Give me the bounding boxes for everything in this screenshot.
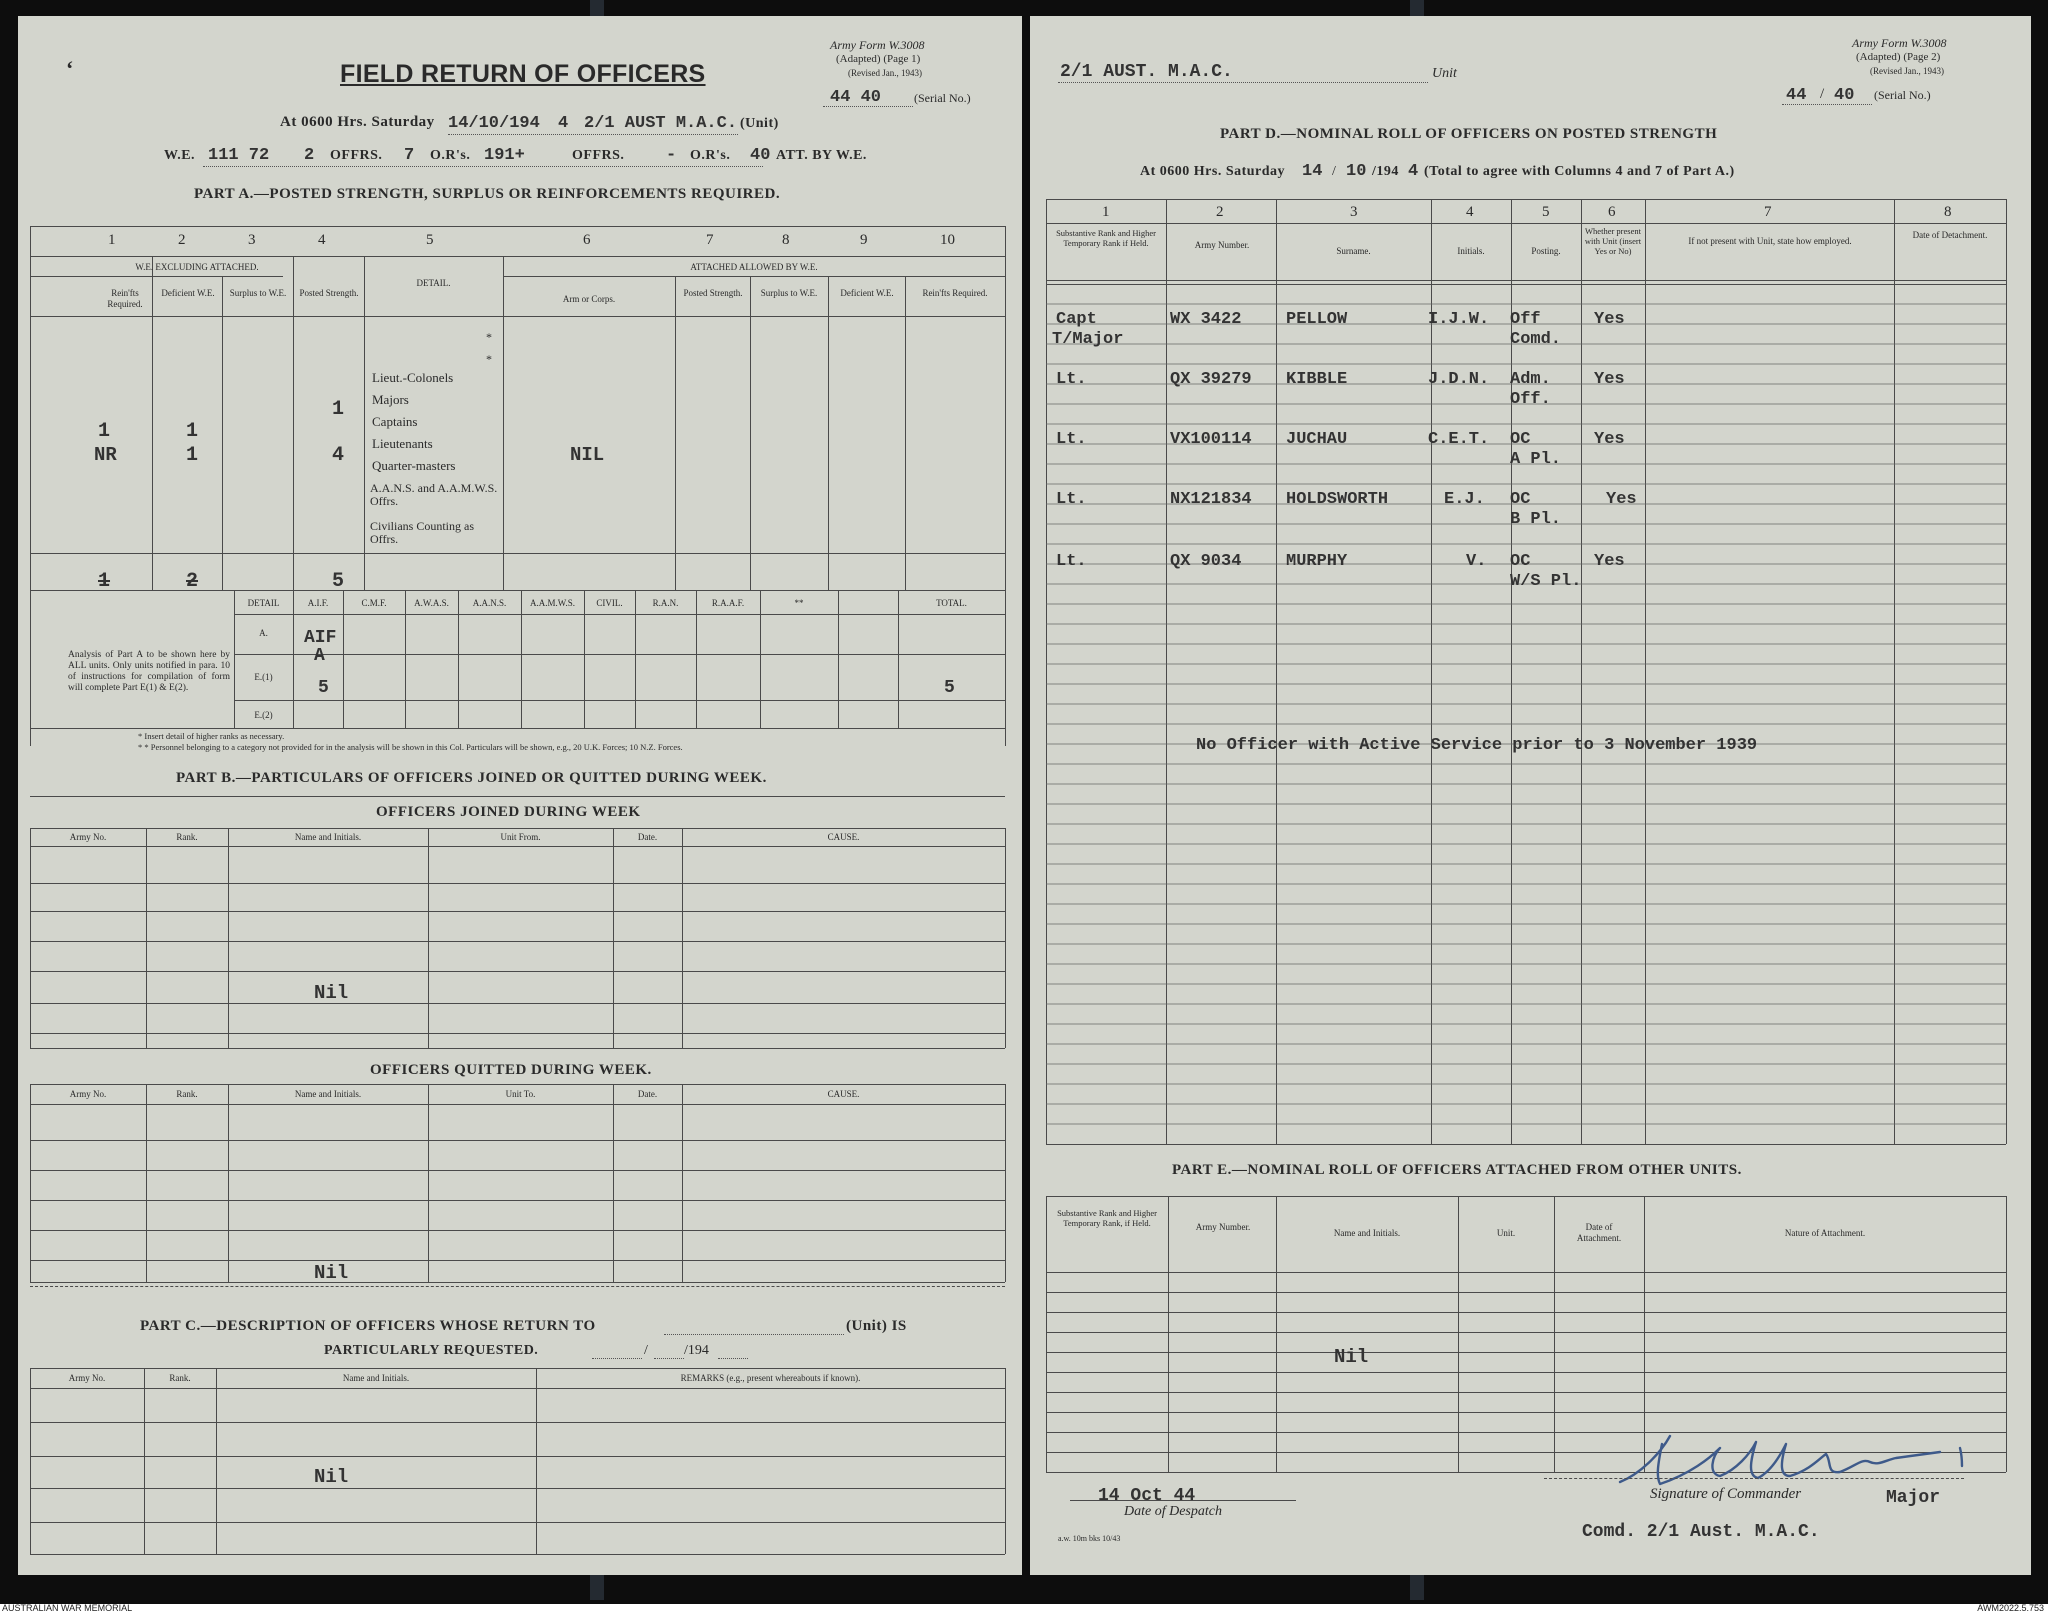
header-posted-strength-att: Posted Strength. [683,288,743,298]
archive-footer [0,1604,2048,1614]
analysis-header-ran: R.A.N. [652,598,679,608]
part-d-col-detachment: Date of Detachment. [1912,230,1988,240]
col-number-1: 1 [108,232,116,248]
quitted-col-army-no: Army No. [69,1089,107,1099]
officer-number: QX 39279 [1170,370,1252,389]
col-number-3: 3 [248,232,256,248]
part-e-col-army-number: Army Number. [1195,1222,1251,1232]
part-c-date-blank-2 [654,1358,684,1359]
officer-initials: V. [1466,552,1487,571]
part-d-col-surname: Surname. [1336,246,1371,256]
rank-majors: Majors [372,392,409,407]
serial-label: (Serial No.) [914,91,971,105]
part-e-col-nature: Nature of Attachment. [1784,1228,1866,1238]
officer-rank-2: T/Major [1052,330,1124,349]
officer-rank: Lt. [1056,552,1087,571]
officer-rank: Lt. [1056,370,1087,389]
part-c-heading-e: /194 [684,1343,709,1358]
officer-initials: J.D.N. [1428,370,1490,389]
part-c-date-blank-1 [592,1358,642,1359]
officer-rank: Lt. [1056,430,1087,449]
part-d-col-number-6: 6 [1608,204,1616,220]
star-mark-2: * [486,352,492,366]
return-year-typed: 4 [558,114,569,133]
part-a-col4-line2: 4 [332,444,345,467]
analysis-a-typed: A [314,646,325,666]
part-d-col-number-2: 2 [1216,204,1224,220]
joined-col-cause: CAUSE. [827,832,860,842]
we-ors2-typed: 191+ [484,146,525,165]
part-d-col-number-5: 5 [1542,204,1550,220]
we-ors-label: O.R's. [430,148,471,163]
part-a-col1-line1: 1 [98,420,111,443]
star-mark-1: * [486,330,492,344]
part-d-at-year: 4 [1408,162,1419,181]
joined-heading: OFFICERS JOINED DURING WEEK [376,804,641,820]
we-offrs-typed: 2 [304,146,315,165]
part-d-col-number-3: 3 [1350,204,1358,220]
part-a-col1-line2: NR [94,444,117,466]
part-a-total-col4: 5 [332,570,345,593]
officer-present: Yes [1594,310,1625,329]
part-d-col-number-4: 4 [1466,204,1474,220]
part-d-note: No Officer with Active Service prior to 3 November 1939 [1196,736,1758,755]
officer-initials: I.J.W. [1428,310,1490,329]
header-arm-corps: Arm or Corps. [562,294,616,304]
we-att-label: ATT. BY W.E. [776,148,867,163]
officer-rank: Lt. [1056,490,1087,509]
col-number-6: 6 [583,232,591,248]
officer-posting: Off [1510,310,1541,329]
part-a-col4-line1: 1 [332,398,345,421]
analysis-header-aans: A.A.N.S. [472,598,507,608]
officer-posting: Adm. [1510,370,1551,389]
joined-col-date: Date. [637,832,658,842]
analysis-aif-typed: AIF [304,628,337,648]
analysis-five-typed: 5 [318,678,329,698]
part-d-col-number-1: 1 [1102,204,1110,220]
punch-mark: ʻ [66,56,74,81]
we-typed: 111 72 [208,146,270,165]
officer-posting-2: A Pl. [1510,450,1562,469]
officer-surname: KIBBLE [1286,370,1348,389]
analysis-row-e1: E.(1) [254,672,273,682]
serial-a-page-2: 44 [1786,86,1807,105]
group-attached: ATTACHED ALLOWED BY W.E. [690,262,818,272]
part-c-col-name: Name and Initials. [342,1373,410,1383]
analysis-header-raaf: R.A.A.F. [711,598,745,608]
print-code: a.w. 10m bks 10/43 [1058,1534,1121,1543]
quitted-nil-typed: Nil [314,1262,349,1284]
part-d-col-rank: Substantive Rank and Higher Temporary Rank if Held. [1056,228,1156,248]
we-label: W.E. [164,148,196,163]
officer-posting-2: W/S Pl. [1510,572,1582,591]
col-number-5: 5 [426,232,434,248]
officer-surname: HOLDSWORTH [1286,490,1389,509]
unit-underline-page-2 [1058,82,1428,83]
serial-label-page-2: (Serial No.) [1874,88,1931,102]
page-title: FIELD RETURN OF OFFICERS [340,60,706,88]
footer-institution: AUSTRALIAN WAR MEMORIAL [2,1603,133,1613]
officer-initials: C.E.T. [1428,430,1490,449]
form-reference: Army Form W.3008 [830,38,925,52]
part-e-nil-typed: Nil [1334,1346,1369,1368]
part-d-heading: PART D.—NOMINAL ROLL OF OFFICERS ON POSTED STRENGTH [1220,126,1718,142]
signature-rule [1544,1478,1964,1479]
quitted-col-date: Date. [637,1089,658,1099]
footer-accession-number: AWM2022.5.753 [1977,1603,2044,1613]
col-number-9: 9 [860,232,868,248]
quitted-heading: OFFICERS QUITTED DURING WEEK. [370,1062,652,1078]
part-d-at-sep2: /194 [1372,164,1399,179]
part-d-at-sep1: / [1332,164,1336,179]
part-e-col-unit: Unit. [1496,1228,1516,1238]
part-a-total-col1: 1 [98,570,111,593]
rank-quartermasters: Quarter-masters [372,458,456,473]
part-d-col-army-number: Army Number. [1194,240,1250,250]
analysis-note: Analysis of Part A to be shown here by ALL units. Only units notified in para. 10 of instructions for compilation of form will complete Part E(1) & E(2). [68,650,230,693]
officer-surname: PELLOW [1286,310,1348,329]
serial-underline-page-2 [1782,104,1872,105]
officer-present: Yes [1594,370,1625,389]
we-offrs2-label: OFFRS. [572,148,625,163]
part-e-col-rank: Substantive Rank and Higher Temporary Rank, if Held. [1057,1208,1157,1228]
header-surplus-we-att: Surplus to W.E. [760,288,818,298]
quitted-col-name: Name and Initials. [294,1089,362,1099]
part-d-at-prefix: At 0600 Hrs. Saturday [1140,164,1286,179]
officer-rank: Capt [1056,310,1097,329]
col-number-2: 2 [178,232,186,248]
joined-col-rank: Rank. [176,832,198,842]
part-e-heading: PART E.—NOMINAL ROLL OF OFFICERS ATTACHED FROM OTHER UNITS. [1172,1162,1742,1178]
rank-aans-aamws: A.A.N.S. and A.A.M.W.S. Offrs. [370,481,498,508]
officer-number: VX100114 [1170,430,1252,449]
joined-col-army-no: Army No. [69,832,107,842]
rank-lieut-colonels: Lieut.-Colonels [372,370,454,385]
footnote-higher-ranks: * Insert detail of higher ranks as necessary. [138,731,285,741]
header-posted-strength: Posted Strength. [299,288,359,298]
analysis-row-a: A. [259,628,268,638]
part-a-col6-nil: NIL [570,444,605,466]
part-b-top-rule [30,796,1005,797]
analysis-header-civil: CIVIL. [596,598,623,608]
col-number-10: 10 [940,232,955,248]
part-c-unit-blank [664,1334,844,1335]
serial-b-page-2: 40 [1834,86,1855,105]
rank-civilians: Civilians Counting as Offrs. [370,519,475,546]
part-c-heading-b: (Unit) IS [846,1318,907,1334]
part-d-col-how-employed: If not present with Unit, state how employed. [1688,236,1852,246]
officer-posting: OC [1510,552,1531,571]
officer-present: Yes [1594,552,1625,571]
analysis-header-total: TOTAL. [936,598,967,608]
part-c-top-rule [30,1286,1005,1287]
part-a-col2-line2: 1 [186,444,199,467]
part-d-at-month: 10 [1346,162,1367,181]
despatch-label: Date of Despatch [1124,1504,1222,1519]
rank-lieutenants: Lieutenants [372,436,433,451]
part-d-col-number-8: 8 [1944,204,1952,220]
rank-major-typed: Major [1886,1488,1941,1508]
part-a-total-col2: 2 [186,570,199,593]
form-page-2 [1030,16,2031,1575]
despatch-date-typed: 14 Oct 44 [1098,1486,1196,1506]
officer-posting: OC [1510,430,1531,449]
col-number-4: 4 [318,232,326,248]
form-reference-page-2: Army Form W.3008 [1852,36,1947,50]
officer-number: QX 9034 [1170,552,1242,571]
form-adapted: (Adapted) (Page 1) [836,53,921,65]
part-d-col-number-7: 7 [1764,204,1772,220]
group-excluding-attached: W.E. EXCLUDING ATTACHED. [135,262,259,272]
we-underline [203,166,763,167]
part-c-col-army-no: Army No. [68,1373,106,1383]
we-offrs2-typed: - [666,146,677,165]
form-revised-page-2: (Revised Jan., 1943) [1870,66,1944,76]
col-number-7: 7 [706,232,714,248]
part-d-at-day: 14 [1302,162,1323,181]
part-c-col-rank: Rank. [169,1373,191,1383]
despatch-rule [1070,1500,1296,1501]
return-date-typed: 14/10/194 [448,114,540,133]
part-d-col-initials: Initials. [1457,246,1485,256]
part-a-heading: PART A.—POSTED STRENGTH, SURPLUS OR REINFORCEMENTS REQUIRED. [194,186,781,202]
signature-label: Signature of Commander [1650,1486,1802,1502]
officer-posting: OC [1510,490,1531,509]
analysis-header-aamws: A.A.M.W.S. [530,598,575,608]
officer-present: Yes [1594,430,1625,449]
analysis-row-e2: E.(2) [254,710,273,720]
part-c-col-remarks: REMARKS (e.g., present whereabouts if known). [680,1373,861,1383]
analysis-total-typed: 5 [944,678,955,698]
part-d-col-posting: Posting. [1531,246,1561,256]
header-reinf-required-att: Rein'fts Required. [922,288,988,298]
unit-label-page-2: Unit [1432,66,1457,81]
analysis-header-cmf: C.M.F. [361,598,387,608]
analysis-header-aif: A.I.F. [307,598,329,608]
part-d-at-suffix: (Total to agree with Columns 4 and 7 of Part A.) [1424,164,1735,179]
we-att-typed: 40 [750,146,771,165]
header-surplus-we: Surplus to W.E. [229,288,287,298]
at-line-prefix: At 0600 Hrs. Saturday [280,114,435,130]
officer-present: Yes [1606,490,1637,509]
header-deficient-we-att: Deficient W.E. [840,288,894,298]
serial-sep-page-2: / [1820,86,1825,102]
we-offrs-label: OFFRS. [330,148,383,163]
officer-initials: E.J. [1444,490,1485,509]
joined-col-unit-from: Unit From. [500,832,541,842]
unit-typed: 2/1 AUST M.A.C. [584,114,738,133]
commander-unit-typed: Comd. 2/1 Aust. M.A.C. [1582,1522,1820,1542]
part-a-col2-line1: 1 [186,420,199,443]
officer-surname: MURPHY [1286,552,1348,571]
officer-number: NX121834 [1170,490,1252,509]
we-ors2-label: O.R's. [690,148,731,163]
joined-col-name: Name and Initials. [294,832,362,842]
part-e-col-date: Date of Attachment. [1576,1222,1622,1243]
at-line-underline [448,134,738,135]
part-b-heading: PART B.—PARTICULARS OF OFFICERS JOINED OR QUITTED DURING WEEK. [176,770,767,786]
part-e-col-name: Name and Initials. [1333,1228,1401,1238]
part-c-nil-typed: Nil [314,1466,349,1488]
serial-underline [823,106,913,107]
part-c-heading-a: PART C.—DESCRIPTION OF OFFICERS WHOSE RETURN TO [140,1318,596,1334]
analysis-header-awas: A.W.A.S. [414,598,449,608]
part-c-heading-c: PARTICULARLY REQUESTED. [324,1343,539,1358]
footnote-categories: * * Personnel belonging to a category not provided for in the analysis will be shown in this Col. Particulars will be shown, e.g., 20 U.K. Forces; 10 N.Z. Forces. [138,742,683,752]
detail-header: DETAIL. [416,278,451,288]
part-d-col-present: Whether present with Unit (insert Yes or No) [1584,226,1642,256]
part-c-date-blank-3 [718,1358,748,1359]
joined-nil-typed: Nil [314,982,349,1004]
col-number-8: 8 [782,232,790,248]
unit-typed-page-2: 2/1 AUST. M.A.C. [1060,62,1233,82]
form-adapted-page-2: (Adapted) (Page 2) [1856,51,1941,63]
header-reinf-required: Rein'fts Required. [107,288,143,309]
serial-number-typed: 44 40 [830,88,882,107]
analysis-header-detail: DETAIL [247,598,280,608]
form-page-1 [18,16,1022,1575]
header-deficient-we: Deficient W.E. [161,288,215,298]
officer-number: WX 3422 [1170,310,1242,329]
we-ors-typed: 7 [404,146,415,165]
officer-posting-2: Off. [1510,390,1551,409]
quitted-col-cause: CAUSE. [827,1089,860,1099]
quitted-col-rank: Rank. [176,1089,198,1099]
part-c-heading-d: / [644,1343,648,1358]
officer-surname: JUCHAU [1286,430,1348,449]
analysis-header-other: ** [794,598,804,608]
unit-label: (Unit) [740,116,779,131]
officer-posting-2: B Pl. [1510,510,1562,529]
form-revised: (Revised Jan., 1943) [848,68,922,78]
part-d-ruled-lines [1046,284,2006,1144]
rank-captains: Captains [372,414,418,429]
officer-posting-2: Comd. [1510,330,1562,349]
quitted-col-unit-to: Unit To. [505,1089,536,1099]
